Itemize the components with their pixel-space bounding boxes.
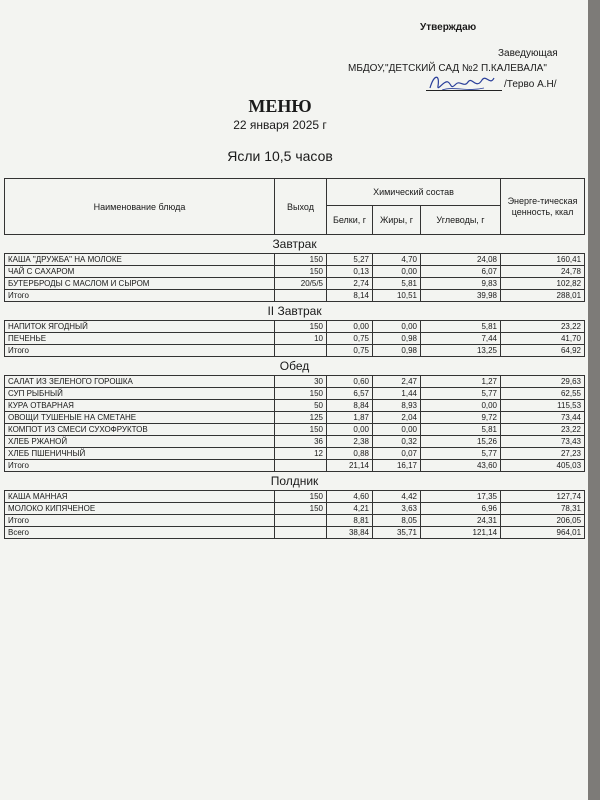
section-header-row [5, 472, 585, 491]
dish-protein: 2,74 [327, 278, 373, 290]
section-total-row [5, 515, 585, 527]
col-header-protein: Белки, г [327, 206, 373, 235]
dish-energy: 73,44 [501, 412, 585, 424]
total-output [275, 460, 327, 472]
dish-energy: 115,53 [501, 400, 585, 412]
dish-fat: 2,47 [373, 376, 421, 388]
dish-energy: 29,63 [501, 376, 585, 388]
dish-fat: 1,44 [373, 388, 421, 400]
dish-output: 150 [275, 266, 327, 278]
dish-fat: 4,42 [373, 491, 421, 503]
dish-fat: 0,07 [373, 448, 421, 460]
total-protein: 0,75 [327, 345, 373, 357]
dish-output: 150 [275, 491, 327, 503]
dish-name: ПЕЧЕНЬЕ [5, 333, 275, 345]
total-label: Итого [5, 460, 275, 472]
menu-date: 22 января 2025 г [233, 118, 327, 132]
dish-output: 150 [275, 424, 327, 436]
total-energy: 64,92 [501, 345, 585, 357]
dish-row [5, 448, 585, 460]
dish-name: ХЛЕБ ПШЕНИЧНЫЙ [5, 448, 275, 460]
dish-output: 12 [275, 448, 327, 460]
total-energy: 405,03 [501, 460, 585, 472]
section-total-row [5, 460, 585, 472]
dish-protein: 0,88 [327, 448, 373, 460]
section-total-row [5, 345, 585, 357]
dish-name: ОВОЩИ ТУШЕНЫЕ НА СМЕТАНЕ [5, 412, 275, 424]
dish-energy: 62,55 [501, 388, 585, 400]
section-title: Обед [5, 357, 585, 376]
total-carb: 24,31 [421, 515, 501, 527]
dish-carb: 15,26 [421, 436, 501, 448]
dish-fat: 0,00 [373, 424, 421, 436]
dish-carb: 6,96 [421, 503, 501, 515]
total-label: Итого [5, 345, 275, 357]
dish-name: САЛАТ ИЗ ЗЕЛЕНОГО ГОРОШКА [5, 376, 275, 388]
total-protein: 8,81 [327, 515, 373, 527]
grand-total-output [275, 527, 327, 539]
approval-label: Утверждаю [420, 22, 477, 33]
section-header-row [5, 302, 585, 321]
dish-protein: 2,38 [327, 436, 373, 448]
col-header-chem: Химический состав [327, 179, 501, 206]
dish-row [5, 491, 585, 503]
section-header-row [5, 357, 585, 376]
grand-total-fat: 35,71 [373, 527, 421, 539]
grand-total-energy: 964,01 [501, 527, 585, 539]
menu-table [4, 178, 585, 539]
dish-output: 150 [275, 388, 327, 400]
dish-name: НАПИТОК ЯГОДНЫЙ [5, 321, 275, 333]
dish-energy: 23,22 [501, 321, 585, 333]
dish-name: МОЛОКО КИПЯЧЕНОЕ [5, 503, 275, 515]
dish-protein: 0,75 [327, 333, 373, 345]
total-fat: 10,51 [373, 290, 421, 302]
dish-row [5, 412, 585, 424]
dish-output: 10 [275, 333, 327, 345]
dish-name: КАША "ДРУЖБА" НА МОЛОКЕ [5, 254, 275, 266]
dish-carb: 7,44 [421, 333, 501, 345]
dish-protein: 1,87 [327, 412, 373, 424]
dish-energy: 78,31 [501, 503, 585, 515]
dish-row [5, 388, 585, 400]
dish-fat: 0,98 [373, 333, 421, 345]
dish-protein: 0,00 [327, 424, 373, 436]
dish-row [5, 376, 585, 388]
dish-fat: 5,81 [373, 278, 421, 290]
dish-row [5, 436, 585, 448]
dish-row [5, 254, 585, 266]
dish-protein: 0,60 [327, 376, 373, 388]
dish-carb: 9,83 [421, 278, 501, 290]
signature-icon [424, 70, 498, 96]
grand-total-label: Всего [5, 527, 275, 539]
dish-name: СУП РЫБНЫЙ [5, 388, 275, 400]
dish-fat: 0,00 [373, 321, 421, 333]
dish-protein: 0,13 [327, 266, 373, 278]
dish-fat: 0,32 [373, 436, 421, 448]
total-output [275, 345, 327, 357]
dish-carb: 5,81 [421, 424, 501, 436]
col-header-carb: Углеводы, г [421, 206, 501, 235]
col-header-name: Наименование блюда [5, 179, 275, 235]
dish-carb: 1,27 [421, 376, 501, 388]
total-output [275, 290, 327, 302]
total-label: Итого [5, 290, 275, 302]
dish-row [5, 424, 585, 436]
dish-energy: 127,74 [501, 491, 585, 503]
total-label: Итого [5, 515, 275, 527]
section-total-row [5, 290, 585, 302]
dish-protein: 4,21 [327, 503, 373, 515]
dish-row [5, 266, 585, 278]
dish-energy: 160,41 [501, 254, 585, 266]
section-title: Полдник [5, 472, 585, 491]
dish-name: КОМПОТ ИЗ СМЕСИ СУХОФРУКТОВ [5, 424, 275, 436]
grand-total-carb: 121,14 [421, 527, 501, 539]
col-header-energy: Энерге-тическая ценность, ккал [501, 179, 585, 235]
total-output [275, 515, 327, 527]
total-carb: 43,60 [421, 460, 501, 472]
dish-output: 50 [275, 400, 327, 412]
dish-name: КАША МАННАЯ [5, 491, 275, 503]
dish-carb: 0,00 [421, 400, 501, 412]
section-title: Завтрак [5, 235, 585, 254]
grand-total-row [5, 527, 585, 539]
dish-fat: 3,63 [373, 503, 421, 515]
dish-protein: 5,27 [327, 254, 373, 266]
dish-fat: 8,93 [373, 400, 421, 412]
dish-protein: 6,57 [327, 388, 373, 400]
page-title: МЕНЮ [248, 96, 312, 116]
organization-name: МБДОУ,"ДЕТСКИЙ САД №2 П.КАЛЕВАЛА" [348, 63, 547, 74]
dish-row [5, 278, 585, 290]
dish-energy: 24,78 [501, 266, 585, 278]
dish-output: 150 [275, 321, 327, 333]
total-fat: 0,98 [373, 345, 421, 357]
dish-protein: 0,00 [327, 321, 373, 333]
total-protein: 21,14 [327, 460, 373, 472]
dish-carb: 5,77 [421, 448, 501, 460]
dish-energy: 27,23 [501, 448, 585, 460]
dish-row [5, 400, 585, 412]
dish-carb: 17,35 [421, 491, 501, 503]
dish-carb: 24,08 [421, 254, 501, 266]
dish-output: 36 [275, 436, 327, 448]
dish-carb: 9,72 [421, 412, 501, 424]
dish-fat: 4,70 [373, 254, 421, 266]
dish-energy: 102,82 [501, 278, 585, 290]
total-protein: 8,14 [327, 290, 373, 302]
dish-fat: 0,00 [373, 266, 421, 278]
grand-total-protein: 38,84 [327, 527, 373, 539]
col-header-fat: Жиры, г [373, 206, 421, 235]
head-title: Заведующая [498, 48, 558, 59]
section-header-row [5, 235, 585, 254]
section-title: II Завтрак [5, 302, 585, 321]
dish-output: 150 [275, 503, 327, 515]
signature-line [426, 90, 502, 91]
total-energy: 288,01 [501, 290, 585, 302]
dish-name: ЧАЙ С САХАРОМ [5, 266, 275, 278]
dish-protein: 4,60 [327, 491, 373, 503]
dish-energy: 73,43 [501, 436, 585, 448]
menu-group: Ясли 10,5 часов [227, 148, 333, 164]
dish-protein: 8,84 [327, 400, 373, 412]
dish-name: БУТЕРБРОДЫ С МАСЛОМ И СЫРОМ [5, 278, 275, 290]
dish-fat: 2,04 [373, 412, 421, 424]
total-carb: 39,98 [421, 290, 501, 302]
dish-carb: 6,07 [421, 266, 501, 278]
dish-output: 30 [275, 376, 327, 388]
dish-carb: 5,77 [421, 388, 501, 400]
dish-row [5, 321, 585, 333]
dish-row [5, 333, 585, 345]
dish-energy: 23,22 [501, 424, 585, 436]
dish-carb: 5,81 [421, 321, 501, 333]
dish-output: 20/5/5 [275, 278, 327, 290]
dish-output: 150 [275, 254, 327, 266]
dish-output: 125 [275, 412, 327, 424]
total-fat: 8,05 [373, 515, 421, 527]
total-fat: 16,17 [373, 460, 421, 472]
dish-row [5, 503, 585, 515]
dish-name: ХЛЕБ РЖАНОЙ [5, 436, 275, 448]
dish-energy: 41,70 [501, 333, 585, 345]
dish-name: КУРА ОТВАРНАЯ [5, 400, 275, 412]
col-header-output: Выход [275, 179, 327, 235]
total-carb: 13,25 [421, 345, 501, 357]
total-energy: 206,05 [501, 515, 585, 527]
head-name: /Тервo А.Н/ [504, 79, 557, 90]
